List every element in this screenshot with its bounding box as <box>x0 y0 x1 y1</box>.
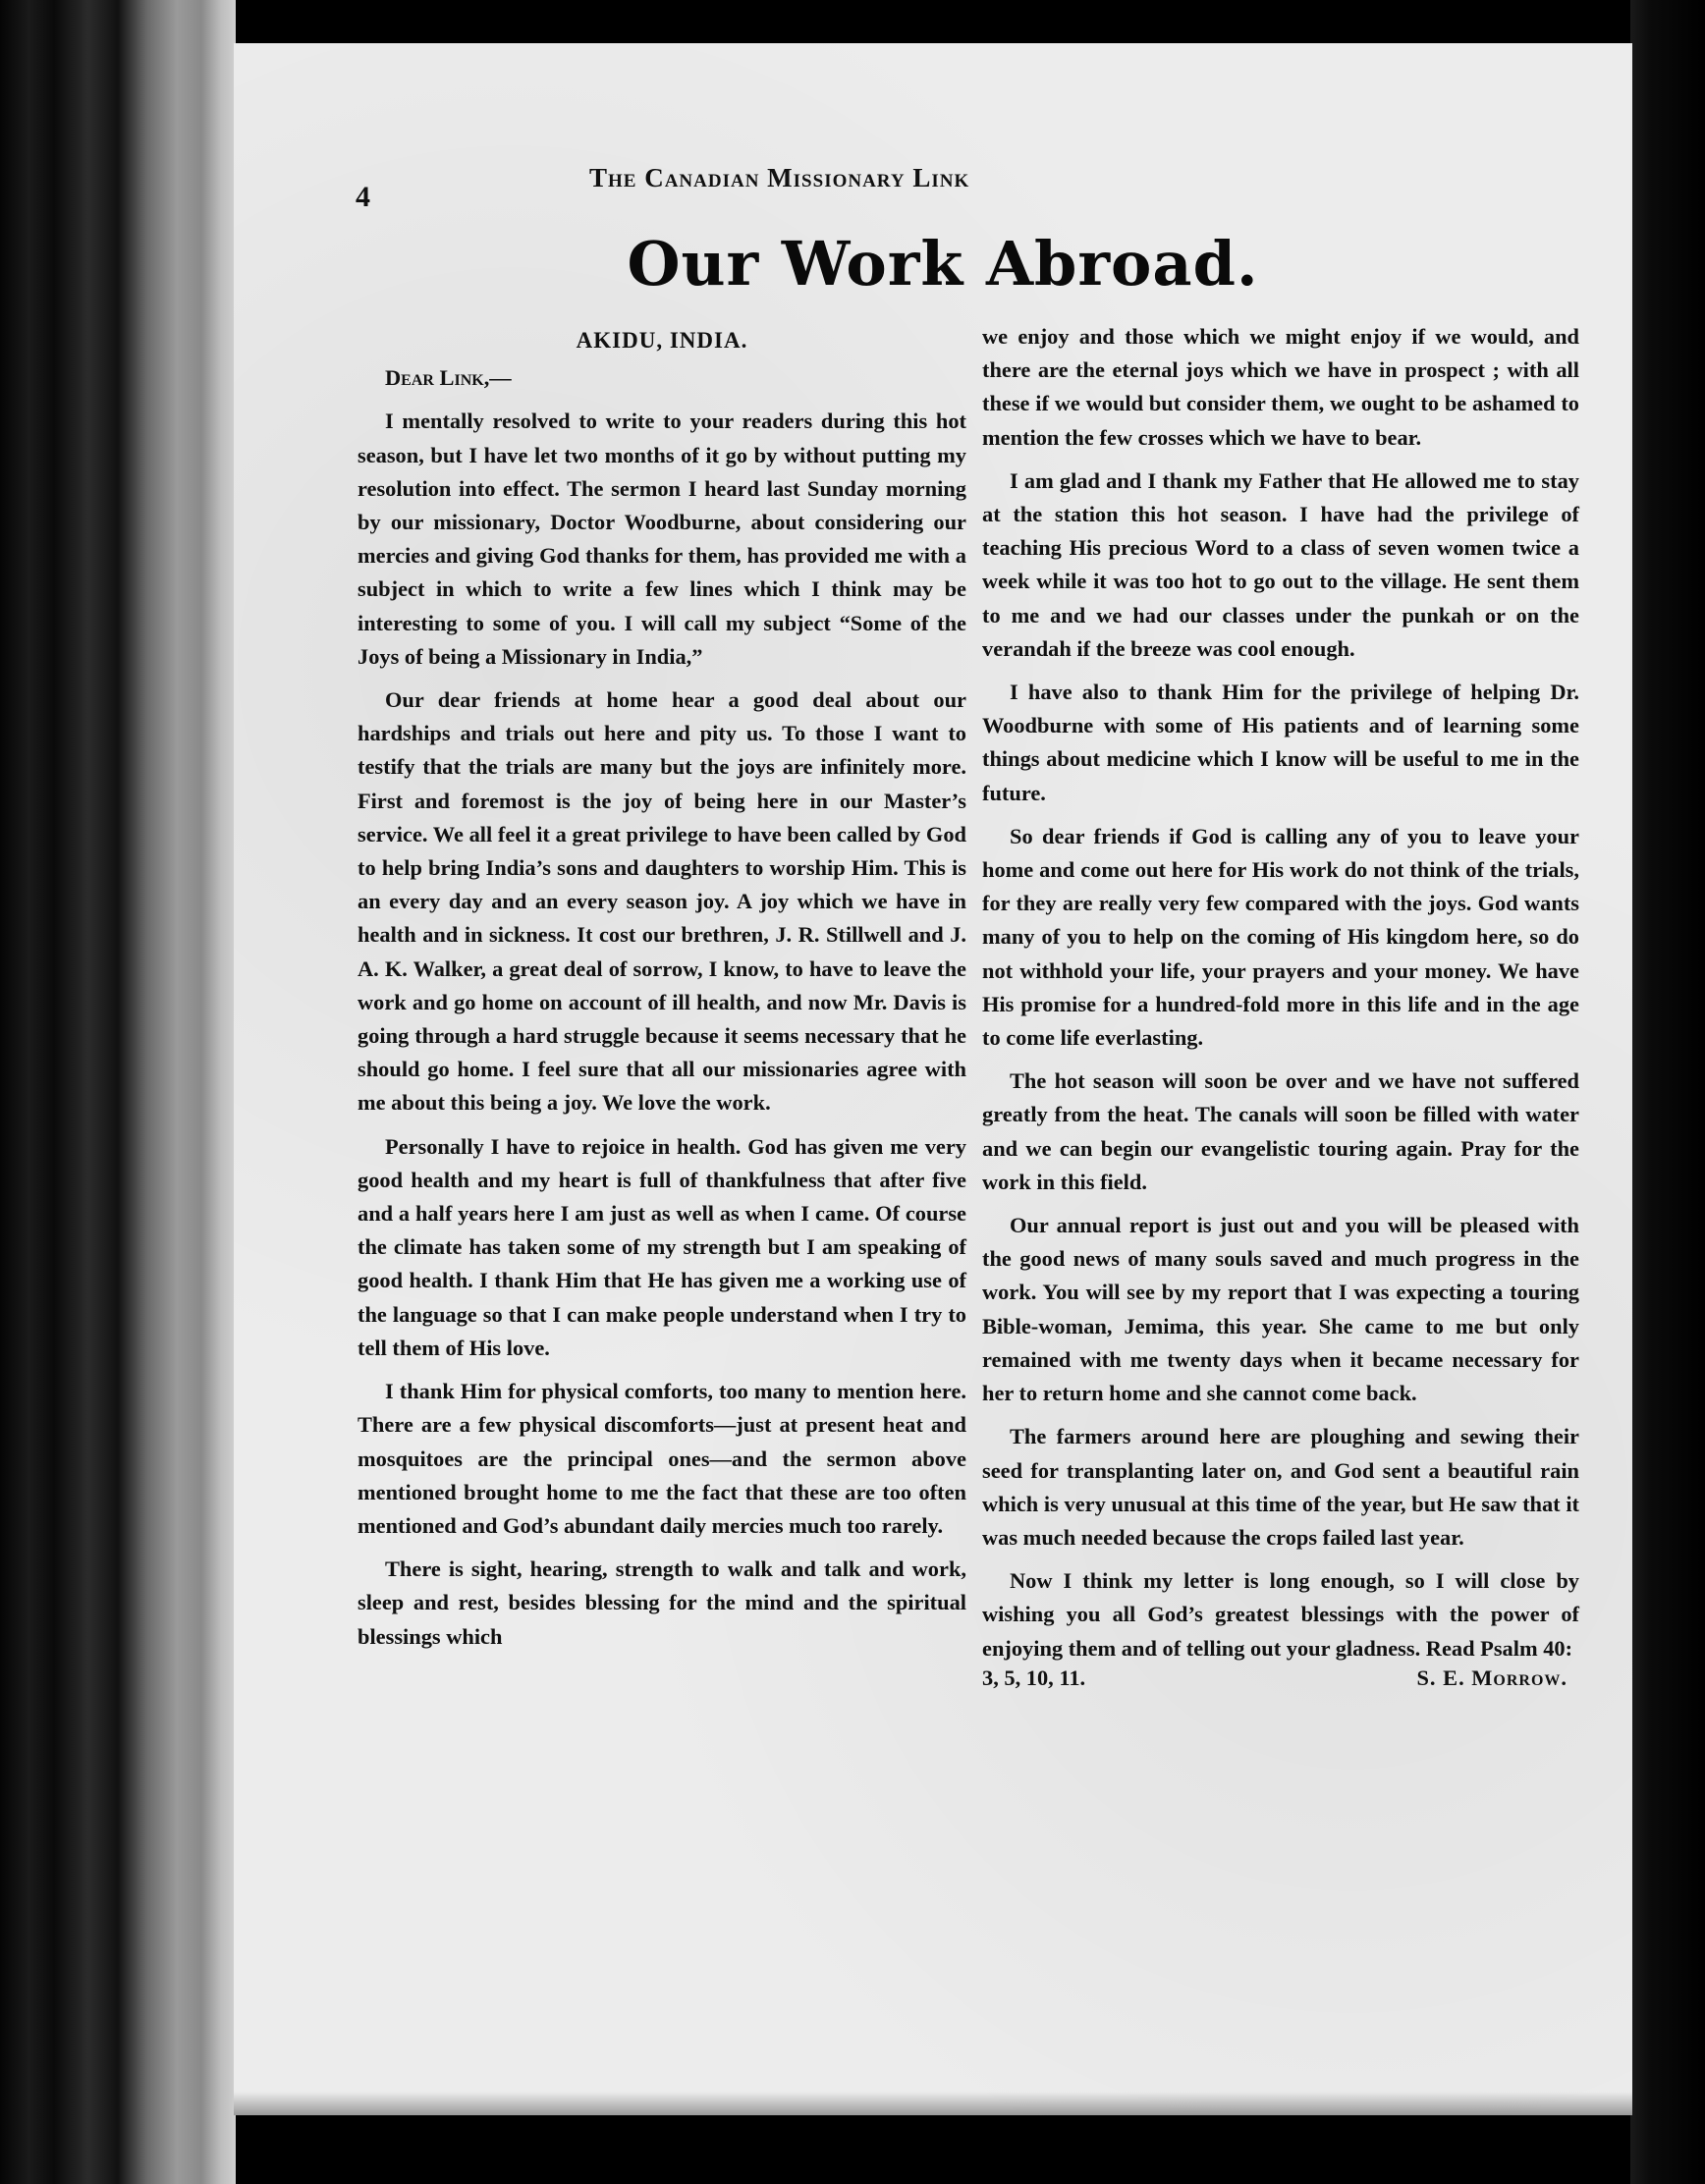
page-bottom-shadow <box>234 2092 1632 2115</box>
section-title: Our Work Abroad. <box>627 228 1259 300</box>
paragraph: I thank Him for physical comforts, too many to mention here. There are a few physical discomforts—just at present heat and mosquitoes are the principal ones—and the sermon above mentioned brought home to me the fact that these are too often mentioned and God’s abundant daily mercies much too rarely. <box>358 1379 966 1538</box>
dateline: AKIDU, INDIA. <box>576 328 748 353</box>
psalm-reference: 3, 5, 10, 11. <box>982 1665 1086 1690</box>
paragraph: Now I think my letter is long enough, so I will close by wishing you all God’s greatest blessings with the power of enjoying them and of telling out your gladness. Read Psalm 40: <box>982 1568 1579 1661</box>
paragraph: There is sight, hearing, strength to walk and talk and work, sleep and rest, besides blessing for the mind and the spiritual blessings which <box>358 1556 966 1649</box>
running-head: The Canadian Missionary Link <box>589 163 970 192</box>
left-column <box>358 324 966 1664</box>
paragraph: I mentally resolved to write to your readers during this hot season, but I have let two months of it go by without putting my resolution into effect. The sermon I heard last Sunday morning by our missionary, Doctor Woodburne, about considering our mercies and giving God thanks for them, has provided me with a subject in which to write a few lines which I think may be interesting to some of you. I will call my subject “Some of the Joys of being a Missionary in India,” <box>358 409 966 669</box>
paragraph: we enjoy and those which we might enjoy if we would, and there are the eternal joys which we have in prospect ; with all these if we would but consider them, we ought to be ashamed to mention the few crosses which we have to bear. <box>982 324 1579 450</box>
paragraph: The hot season will soon be over and we have not suffered greatly from the heat. The canals will soon be filled with water and we can begin our evangelistic touring again. Pray for the work in this field. <box>982 1068 1579 1194</box>
signoff <box>982 1662 1579 1695</box>
paragraph: I have also to thank Him for the privilege of helping Dr. Woodburne with some of His patients and of learning some things about medicine which I know will be useful to me in the future. <box>982 680 1579 805</box>
paragraph: Personally I have to rejoice in health. God has given me very good health and my heart is full of thankfulness that after five and a half years here I am just as well as when I came. Of course the climate has taken some of my strength but I am speaking of good health. I thank Him that He has given me a working use of the language so that I can make people understand when I try to tell them of His love. <box>358 1133 966 1360</box>
page-edge-shadow <box>1630 0 1705 2184</box>
signature: S. E. Morrow. <box>1416 1665 1568 1690</box>
paragraph: Our annual report is just out and you will be pleased with the good news of many souls saved and much progress in the work. You will see by my report that I was expecting a touring Bible-woman, Jemima, this year. She came to me but only remained with me twenty days when it became necessary for her to return home and she cannot come back. <box>982 1213 1579 1406</box>
paragraph: So dear friends if God is calling any of you to leave your home and come out here for His work do not think of the trials, for they are really very few compared with the joys. God wants many of you to help on the coming of His kingdom here, so do not withhold your life, your prayers and your money. We have His promise for a hundred-fold more in this life and in the age to come life everlasting. <box>982 823 1579 1051</box>
right-column <box>982 320 1579 1695</box>
book-spine <box>0 0 236 2184</box>
paragraph: The farmers around here are ploughing and sewing their seed for transplanting later on, and God sent a beautiful rain which is very unusual at this time of the year, but He saw that it was much needed because the crops failed last year. <box>982 1424 1579 1550</box>
paragraph: Our dear friends at home hear a good deal about our hardships and trials out here and pity us. To those I want to testify that the trials are many but the joys are infinitely more. First and foremost is the joy of being here in our Master’s service. We all feel it a great privilege to have been called by God to help bring India’s sons and daughters to worship Him. This is an every day and an every season joy. A joy which we have in health and in sickness. It cost our brethren, J. R. Stillwell and J. A. K. Walker, a great deal of sorrow, I know, to have to leave the work and go home on account of ill health, and now Mr. Davis is going through a hard struggle because it seems necessary that he should go home. I feel sure that all our missionaries agree with me about this being a joy. We love the work. <box>358 687 966 1116</box>
paragraph: I am glad and I thank my Father that He allowed me to stay at the station this hot season. I have had the privilege of teaching His precious Word to a class of seven women twice a week while it was too hot to go out to the village. He sent them to me and we had our classes under the punkah or on the verandah if the breeze was cool enough. <box>982 467 1579 661</box>
salutation: Dear Link,— <box>385 365 512 391</box>
page-number: 4 <box>356 181 370 213</box>
